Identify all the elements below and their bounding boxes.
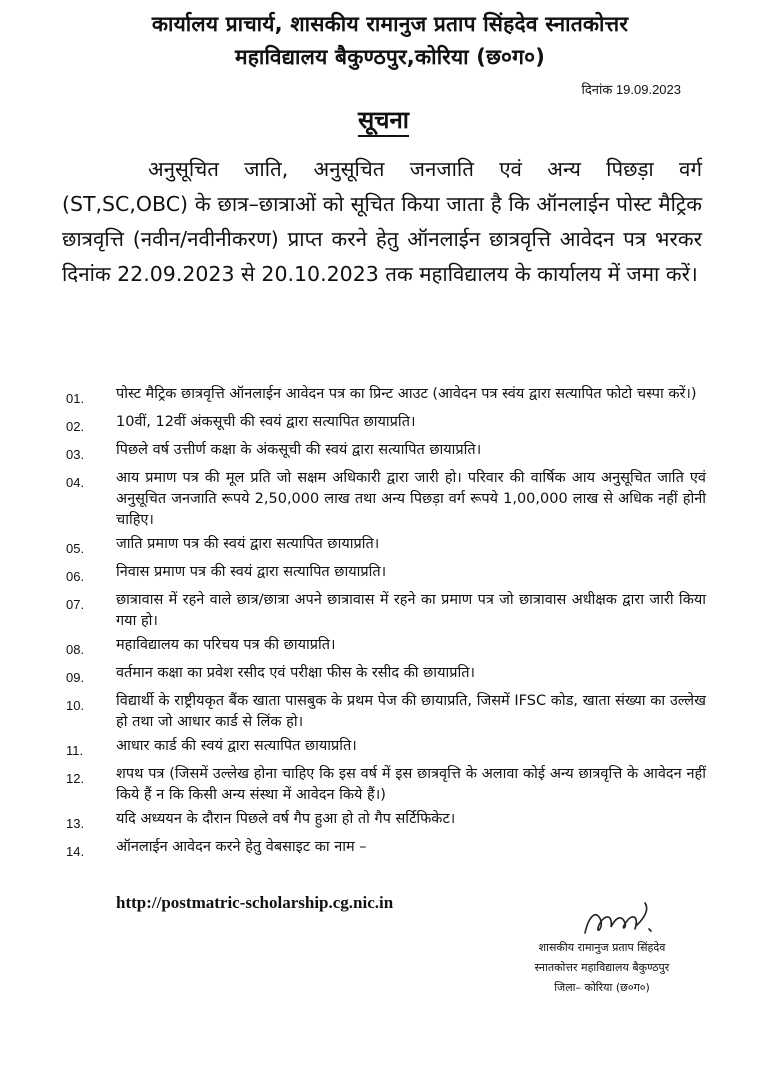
- list-item: [66, 736, 706, 761]
- item-number: 14.: [66, 844, 85, 859]
- list-item: [66, 534, 706, 559]
- item-text: पोस्ट मैट्रिक छात्रवृत्ति ऑनलाईन आवेदन पत्र का प्रिन्ट आउट (आवेदन पत्र स्वंय द्वारा सत्यापित फोटो चस्पा करें।): [116, 386, 697, 402]
- item-text: छात्रावास में रहने वाले छात्र/छात्रा अपने छात्रावास में रहने का प्रमाण पत्र जो छात्रावास अधीक्षक द्वारा जारी किया गया हो।: [116, 592, 706, 629]
- item-number: 10.: [66, 698, 85, 713]
- item-number: 12.: [66, 771, 85, 786]
- item-number: 06.: [66, 569, 85, 584]
- item-number: 08.: [66, 642, 85, 657]
- item-text: वर्तमान कक्षा का प्रवेश रसीद एवं परीक्षा फीस के रसीद की छायाप्रति।: [116, 665, 475, 681]
- item-text: आय प्रमाण पत्र की मूल प्रति जो सक्षम अधिकारी द्वारा जारी हो। परिवार की वार्षिक आय अनुसूचित जाति एवं अनुसूचित जनजाति रूपये 2,50,000 लाख तथा अन्य पिछड़ा वर्ग रूपये 1,00,000 लाख से अधिक नहीं होनी चाहिए।: [116, 470, 706, 528]
- letterhead: [40, 8, 740, 74]
- list-item: [66, 590, 706, 632]
- signature-line-2: स्नातकोत्तर महाविद्यालय बैकुण्ठपुर: [534, 961, 670, 974]
- item-number: 13.: [66, 816, 85, 831]
- item-number: 02.: [66, 419, 85, 434]
- list-item: [66, 440, 706, 465]
- list-item: [66, 468, 706, 531]
- list-item: [66, 384, 706, 409]
- item-text: 10वीं, 12वीं अंकसूची की स्वयं द्वारा सत्यापित छायाप्रति।: [116, 414, 416, 430]
- letterhead-line-2: महाविद्यालय बैकुण्ठपुर,कोरिया (छ०ग०): [234, 45, 546, 69]
- notice-title-text: सूचना: [358, 106, 409, 137]
- list-item: [66, 691, 706, 733]
- item-text: जाति प्रमाण पत्र की स्वयं द्वारा सत्यापित छायाप्रति।: [116, 536, 380, 552]
- item-text: विद्यार्थी के राष्ट्रीयकृत बैंक खाता पासबुक के प्रथम पेज की छायाप्रति, जिसमें IFSC कोड, खाता संख्या का उल्लेख हो तथा जो आधार कार्ड से लिंक हो।: [116, 693, 706, 730]
- document-list: [66, 384, 706, 865]
- list-item: [66, 412, 706, 437]
- signature-line-3: जिला– कोरिया (छ०ग०): [554, 981, 650, 994]
- item-number: 04.: [66, 475, 85, 490]
- item-text: ऑनलाईन आवेदन करने हेतु वेबसाइट का नाम –: [116, 839, 367, 855]
- item-number: 07.: [66, 597, 85, 612]
- item-text: शपथ पत्र (जिसमें उल्लेख होना चाहिए कि इस वर्ष में इस छात्रवृत्ति के अलावा कोई अन्य छात्रवृत्ति के आवेदन नहीं किये हैं न कि किसी अन्य संस्था में आवेदन किये हैं।): [116, 766, 706, 803]
- list-item: [66, 764, 706, 806]
- item-number: 01.: [66, 391, 85, 406]
- list-item: [66, 562, 706, 587]
- letterhead-line-1: कार्यालय प्राचार्य, शासकीय रामानुज प्रताप सिंहदेव स्नातकोत्तर: [151, 12, 629, 36]
- item-text: महाविद्यालय का परिचय पत्र की छायाप्रति।: [116, 637, 336, 653]
- item-number: 09.: [66, 670, 85, 685]
- list-item: [66, 837, 706, 862]
- item-text: निवास प्रमाण पत्र की स्वयं द्वारा सत्यापित छायाप्रति।: [116, 564, 387, 580]
- signature-line-1: शासकीय रामानुज प्रताप सिंहदेव: [538, 941, 666, 954]
- list-item: [66, 635, 706, 660]
- item-text: पिछले वर्ष उत्तीर्ण कक्षा के अंकसूची की स्वयं द्वारा सत्यापित छायाप्रति।: [116, 442, 482, 458]
- item-number: 11.: [66, 743, 84, 758]
- list-item: [66, 663, 706, 688]
- item-number: 05.: [66, 541, 85, 556]
- scholarship-website-url: http://postmatric-scholarship.cg.nic.in: [116, 893, 394, 912]
- item-text: आधार कार्ड की स्वयं द्वारा सत्यापित छायाप्रति।: [116, 738, 357, 754]
- item-text: यदि अध्ययन के दौरान पिछले वर्ष गैप हुआ हो तो गैप सर्टिफिकेट।: [116, 811, 456, 827]
- list-item: [66, 809, 706, 834]
- intro-paragraph: अनुसूचित जाति, अनुसूचित जनजाति एवं अन्य पिछड़ा वर्ग (ST,SC,OBC) के छात्र–छात्राओं को सूचित किया जाता है कि ऑनलाईन पोस्ट मैट्रिक छात्रवृत्ति (नवीन/नवीनीकरण) प्राप्त करने हेतु ऑनलाईन छात्रवृत्ति आवेदन पत्र भरकर दिनांक 22.09.2023 से 20.10.2023 तक महाविद्यालय के कार्यालय में जमा करें।: [62, 157, 702, 286]
- signature-block: [492, 938, 712, 998]
- item-number: 03.: [66, 447, 85, 462]
- notice-title: [0, 103, 767, 136]
- notice-date: दिनांक 19.09.2023: [581, 82, 681, 97]
